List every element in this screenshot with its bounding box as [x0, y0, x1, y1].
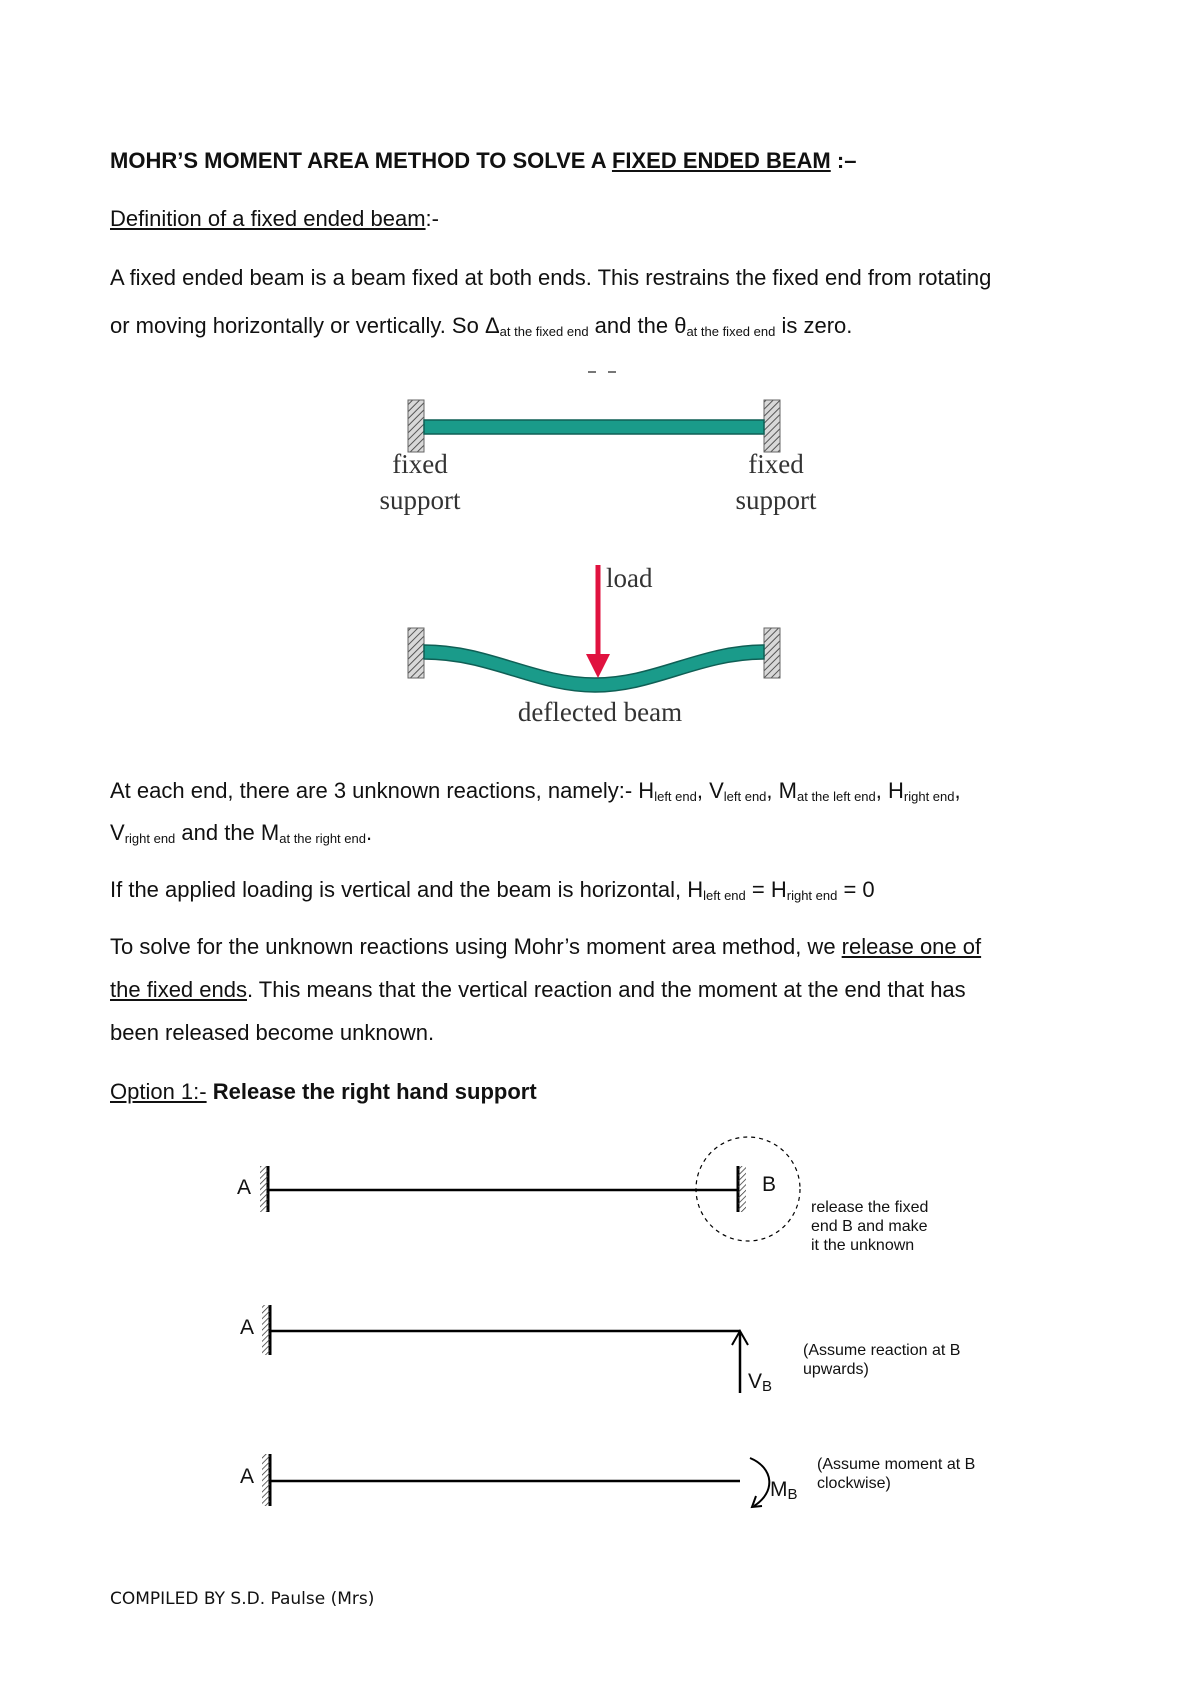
mb-letter: M	[770, 1478, 788, 1501]
option1-heading	[110, 1077, 537, 1107]
left-wall-top	[408, 400, 424, 452]
fixed-beam-figure	[360, 360, 830, 740]
diagram1-label-a: A	[237, 1176, 252, 1199]
reactions-sub: right end	[124, 831, 176, 846]
vb-letter: V	[748, 1370, 763, 1393]
definition-heading-text: Definition of a fixed ended beam	[110, 206, 426, 231]
horizontal-reactions-line	[110, 875, 875, 911]
solve-line-3: been released become unknown.	[110, 1020, 435, 1045]
diagram1-note-2: end B and make	[811, 1218, 928, 1235]
load-arrow-head	[586, 654, 610, 678]
diagram-reaction-vb	[240, 1295, 763, 1405]
right-support-label-1: fixed	[748, 449, 804, 479]
reactions-l1-e: ,	[954, 778, 961, 803]
load-label: load	[606, 563, 653, 593]
reactions-l1-b: , V	[696, 778, 724, 803]
definition-line-1: A fixed ended beam is a beam fixed at both ends. This restrains the fixed end from rotating	[110, 265, 992, 290]
reactions-l2-a: V	[110, 820, 125, 845]
right-support-label	[696, 446, 856, 518]
reactions-sub: at the right end	[279, 831, 366, 846]
vb-subscript: B	[762, 1378, 773, 1395]
solve-l2-b: . This means that the vertical reaction and the moment at the end that has	[246, 977, 966, 1002]
solve-line-2	[110, 975, 966, 1005]
left-support-label-2: support	[379, 485, 461, 515]
horizontal-a: If the applied loading is vertical and the beam is horizontal, H	[110, 877, 704, 902]
straight-beam	[424, 420, 764, 434]
horizontal-c: = 0	[837, 877, 875, 902]
wall-a-hatch	[262, 1454, 270, 1506]
right-wall-bottom	[764, 628, 780, 678]
footer: COMPILED BY S.D. Paulse (Mrs)	[110, 1589, 375, 1609]
diagram3-note-1: (Assume moment at B	[817, 1456, 976, 1473]
left-wall-bottom	[408, 628, 424, 678]
wall-a-hatch	[262, 1305, 270, 1355]
deflected-beam-label: deflected beam	[517, 697, 683, 727]
diagram3-note	[817, 1455, 975, 1493]
definition-line-2-b: and the θ	[588, 313, 687, 338]
left-support-label	[340, 446, 500, 518]
diagram3-note-2: clockwise)	[817, 1475, 891, 1492]
page-title	[110, 146, 856, 176]
wall-b-hatch	[738, 1166, 746, 1212]
solve-l2-underline: the fixed ends	[110, 977, 247, 1002]
wall-a-hatch	[260, 1166, 268, 1212]
diagram-release-b	[240, 1130, 820, 1260]
title-main: MOHR’S MOMENT AREA METHOD TO SOLVE A	[110, 148, 606, 173]
diagram1-note-1: release the fixed	[811, 1199, 929, 1216]
horizontal-b: = H	[745, 877, 787, 902]
reactions-l1-a: At each end, there are 3 unknown reactions, namely:- H	[110, 778, 655, 803]
diagram2-note	[803, 1341, 960, 1379]
horizontal-sub: left end	[703, 888, 746, 903]
definition-line-2-a: or moving horizontally or vertically. So Δ	[110, 313, 500, 338]
diagram1-note	[811, 1198, 928, 1255]
title-underlined: FIXED ENDED BEAM	[611, 148, 831, 173]
reactions-sub: right end	[903, 789, 955, 804]
definition-line-2	[110, 311, 852, 347]
diagram-moment-mb	[240, 1440, 800, 1520]
left-support-label-1: fixed	[392, 449, 448, 479]
reactions-sub: at the left end	[796, 789, 876, 804]
solve-line-1	[110, 932, 981, 962]
solve-l1-underline: release one of	[841, 934, 982, 959]
definition-line-2-c: is zero.	[775, 313, 853, 338]
title-suffix: :–	[836, 148, 857, 173]
definition-heading	[110, 204, 439, 234]
reactions-line-2	[110, 818, 372, 854]
diagram3-label-mb	[770, 1478, 798, 1503]
reactions-line-1	[110, 776, 961, 812]
diagram2-note-1: (Assume reaction at B	[803, 1342, 961, 1359]
reactions-l1-d: , H	[875, 778, 904, 803]
diagram1-note-3: it the unknown	[811, 1237, 915, 1254]
reactions-l1-c: , M	[766, 778, 797, 803]
horizontal-sub: right end	[786, 888, 838, 903]
diagram2-label-vb	[748, 1370, 772, 1395]
mb-subscript: B	[787, 1486, 798, 1503]
reactions-sub: left end	[654, 789, 697, 804]
reactions-sub: left end	[723, 789, 767, 804]
moment-arc	[750, 1458, 769, 1506]
right-support-label-2: support	[735, 485, 817, 515]
option1-label: Option 1:-	[110, 1079, 207, 1104]
diagram2-label-a: A	[240, 1316, 255, 1339]
definition-sub-delta: at the fixed end	[499, 324, 589, 339]
right-wall-top	[764, 400, 780, 452]
diagram2-note-2: upwards)	[803, 1361, 869, 1378]
reactions-l2-c: .	[365, 820, 373, 845]
option1-title: Release the right hand support	[206, 1079, 537, 1104]
definition-heading-suffix: :-	[425, 206, 439, 231]
diagram1-label-b: B	[762, 1173, 777, 1196]
diagram3-label-a: A	[240, 1465, 255, 1488]
solve-l1-a: To solve for the unknown reactions using Mohr’s moment area method, we	[110, 934, 842, 959]
reactions-l2-b: and the M	[175, 820, 280, 845]
definition-sub-theta: at the fixed end	[686, 324, 776, 339]
